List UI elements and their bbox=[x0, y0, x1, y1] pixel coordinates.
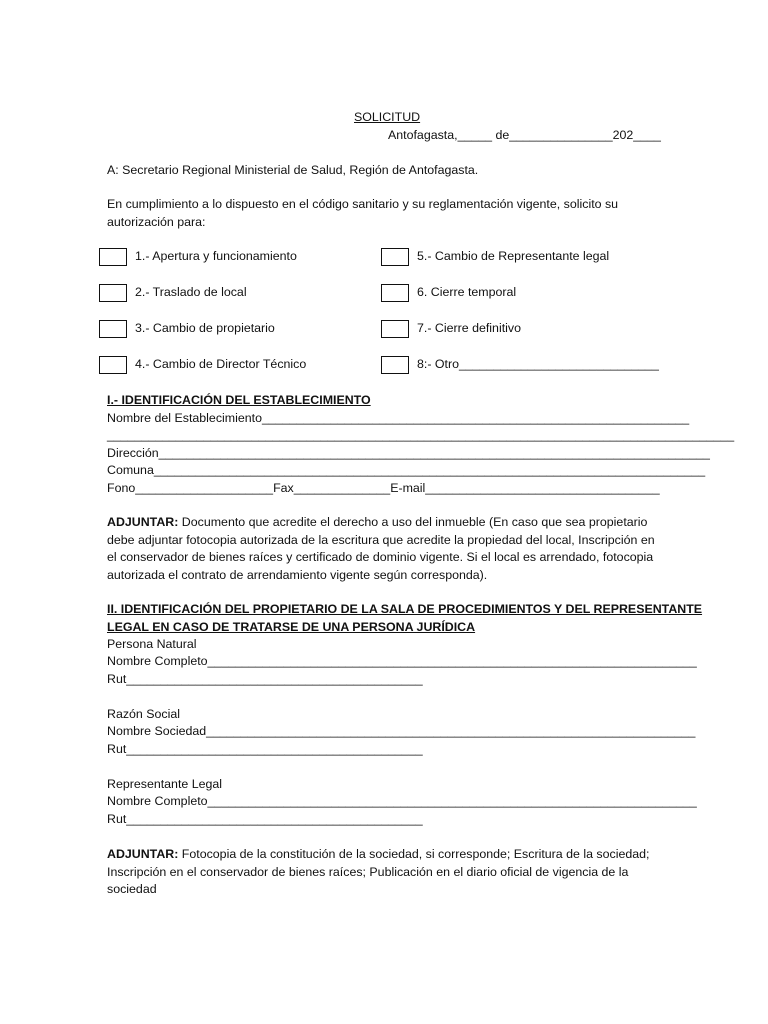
intro-paragraph: En cumplimiento a lo dispuesto en el código sanitario y su reglamentación vigente, solicito su autorización para: bbox=[107, 197, 619, 229]
natural-full-name-field[interactable]: Nombre Completo_______________________________________________________________________ bbox=[107, 654, 697, 668]
legal-representative-title: Representante Legal bbox=[107, 777, 223, 791]
social-reason-title: Razón Social bbox=[107, 707, 181, 721]
option-label: 2.- Traslado de local bbox=[135, 285, 247, 299]
option-label: 8:- Otro_____________________________ bbox=[417, 357, 659, 371]
checkbox[interactable] bbox=[99, 284, 127, 302]
establishment-name-field-continued[interactable]: ___________________________________________________________________________________________ bbox=[107, 428, 735, 442]
option-label: 1.- Apertura y funcionamiento bbox=[135, 249, 297, 263]
attach-text: Documento que acredite el derecho a uso del inmueble (En caso que sea propietario debe adjuntar fotocopia autorizada de la escritura que acredite la propiedad del local, Inscripción en el conservador de bienes raíces y certificado de dominio vigente. Si el local es arrendado, fotocopia autorizada el contrato de arrendamiento vigente según corresponda). bbox=[107, 515, 655, 582]
checkbox[interactable] bbox=[381, 284, 409, 302]
form-title: SOLICITUD bbox=[354, 110, 421, 124]
section1-heading: I.- IDENTIFICACIÓN DEL ESTABLECIMIENTO bbox=[107, 393, 371, 407]
checkbox[interactable] bbox=[381, 320, 409, 338]
company-rut-field[interactable]: Rut___________________________________________ bbox=[107, 742, 423, 756]
establishment-name-field[interactable]: Nombre del Establecimiento______________________________________________________________ bbox=[107, 411, 690, 425]
natural-person-title: Persona Natural bbox=[107, 637, 197, 651]
address-field[interactable]: Dirección________________________________________________________________________________ bbox=[107, 446, 710, 460]
attach-label: ADJUNTAR: bbox=[107, 847, 179, 861]
comuna-field[interactable]: Comuna________________________________________________________________________________ bbox=[107, 463, 706, 477]
attach-text: Fotocopia de la constitución de la sociedad, si corresponde; Escritura de la sociedad; Inscripción en el conservador de bienes raíces; Publicación en el diario oficial de vigencia de la sociedad bbox=[107, 847, 650, 896]
checkbox[interactable] bbox=[99, 248, 127, 266]
option-label: 7.- Cierre definitivo bbox=[417, 321, 521, 335]
section1-attach-note bbox=[107, 514, 667, 584]
section2-attach-note bbox=[107, 846, 663, 899]
section2-heading-line1: II. IDENTIFICACIÓN DEL PROPIETARIO DE LA SALA DE PROCEDIMIENTOS Y DEL REPRESENTANTE bbox=[107, 602, 703, 616]
option-label: 4.- Cambio de Director Técnico bbox=[135, 357, 307, 371]
company-name-field[interactable]: Nombre Sociedad_______________________________________________________________________ bbox=[107, 724, 696, 738]
checkbox[interactable] bbox=[99, 320, 127, 338]
contact-fields-line[interactable]: Fono____________________Fax______________E-mail__________________________________ bbox=[107, 481, 660, 495]
attach-label: ADJUNTAR: bbox=[107, 515, 179, 529]
natural-rut-field[interactable]: Rut___________________________________________ bbox=[107, 672, 423, 686]
option-label: 5.- Cambio de Representante legal bbox=[417, 249, 610, 263]
addressee-line: A: Secretario Regional Ministerial de Salud, Región de Antofagasta. bbox=[107, 163, 479, 177]
option-label: 3.- Cambio de propietario bbox=[135, 321, 275, 335]
representative-full-name-field[interactable]: Nombre Completo_______________________________________________________________________ bbox=[107, 794, 697, 808]
checkbox[interactable] bbox=[381, 356, 409, 374]
place-date-line[interactable]: Antofagasta,_____ de_______________202____ bbox=[388, 128, 661, 142]
option-label: 6. Cierre temporal bbox=[417, 285, 517, 299]
checkbox[interactable] bbox=[381, 248, 409, 266]
checkbox[interactable] bbox=[99, 356, 127, 374]
representative-rut-field[interactable]: Rut___________________________________________ bbox=[107, 812, 423, 826]
section2-heading-line2: LEGAL EN CASO DE TRATARSE DE UNA PERSONA JURÍDICA bbox=[107, 620, 476, 634]
